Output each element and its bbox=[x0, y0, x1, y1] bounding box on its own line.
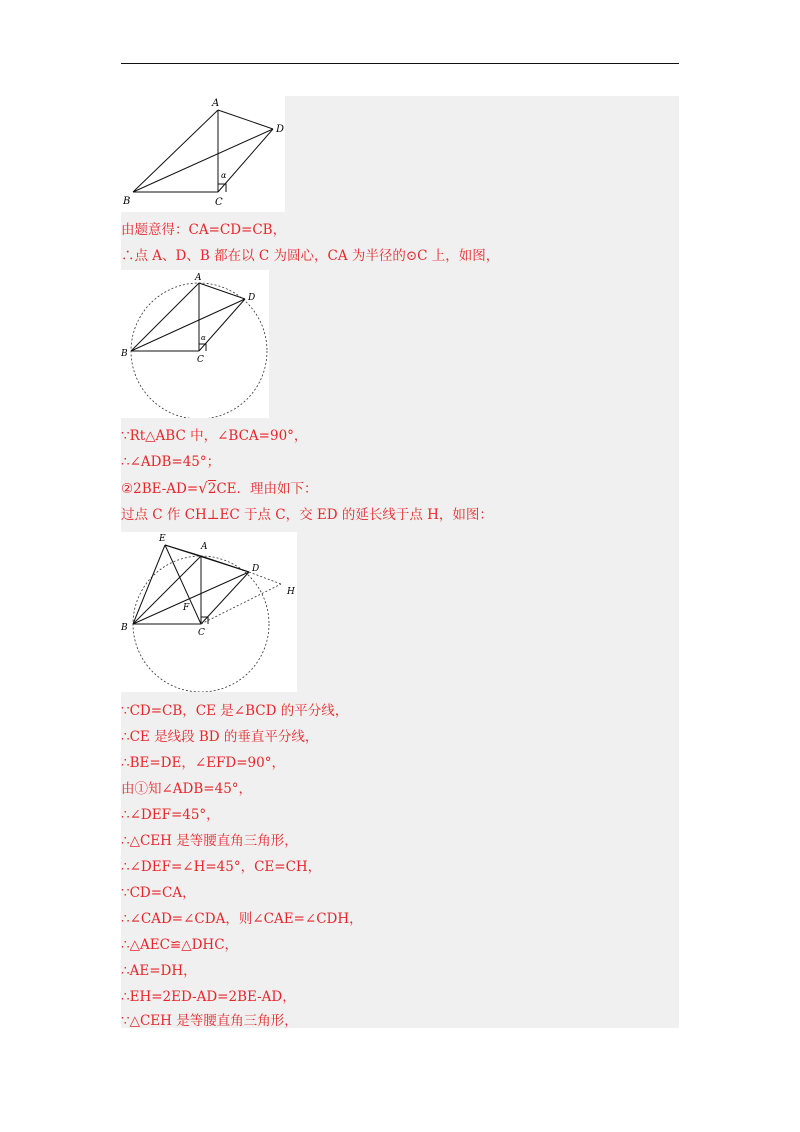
text-line-12: ∴△CEH 是等腰直角三角形， bbox=[121, 833, 298, 849]
fig2-label-alpha: α bbox=[201, 334, 206, 342]
text-line-9: ∴BE=DE，∠EFD=90°， bbox=[121, 755, 285, 771]
text-line-14: ∵CD=CA， bbox=[121, 885, 196, 901]
text-line-10: 由①知∠ADB=45°， bbox=[121, 781, 253, 797]
fig2-label-c: C bbox=[197, 355, 204, 365]
fig1-label-d: D bbox=[276, 124, 285, 135]
text-line-3: ∵Rt△ABC 中，∠BCA=90°， bbox=[121, 428, 308, 444]
figure-construction bbox=[121, 532, 297, 692]
figure-quadrilateral bbox=[121, 96, 285, 212]
formula-tail: CE．理由如下： bbox=[216, 481, 318, 497]
fig3-label-a: A bbox=[201, 542, 208, 552]
text-line-17: ∴AE=DH， bbox=[121, 963, 197, 979]
fig1-label-a: A bbox=[212, 98, 220, 109]
text-line-8: ∴CE 是线段 BD 的垂直平分线， bbox=[121, 729, 319, 745]
text-line-1: 由题意得：CA=CD=CB， bbox=[121, 222, 287, 238]
text-line-15: ∴∠CAD=∠CDA，则∠CAE=∠CDH， bbox=[121, 911, 363, 927]
fig2-label-b: B bbox=[121, 349, 128, 359]
text-line-6: 过点 C 作 CH⊥EC 于点 C，交 ED 的延长线于点 H，如图： bbox=[121, 507, 493, 523]
figure-circle bbox=[121, 270, 269, 418]
fig3-label-b: B bbox=[121, 623, 128, 633]
text-line-19: ∵△CEH 是等腰直角三角形， bbox=[121, 1013, 298, 1029]
fig3-label-e: E bbox=[159, 534, 166, 544]
fig2-label-d: D bbox=[248, 293, 256, 303]
fig1-label-b: B bbox=[123, 196, 131, 207]
fig3-label-h: H bbox=[287, 587, 295, 597]
fig3-label-f: F bbox=[183, 603, 190, 613]
fig3-label-c: C bbox=[198, 628, 205, 638]
header-rule bbox=[121, 63, 679, 64]
text-line-16: ∴△AEC≌△DHC， bbox=[121, 937, 239, 953]
fig1-label-c: C bbox=[215, 197, 223, 208]
text-line-11: ∴∠DEF=45°， bbox=[121, 807, 220, 823]
text-line-18: ∴EH=2ED-AD=2BE-AD， bbox=[121, 989, 296, 1005]
text-line-7: ∵CD=CB，CE 是∠BCD 的平分线， bbox=[121, 703, 349, 719]
sqrt-radicand: 2 bbox=[207, 481, 217, 497]
formula-lead: ②2BE-AD= bbox=[121, 481, 199, 497]
text-line-5 bbox=[121, 480, 318, 497]
fig3-label-d: D bbox=[252, 564, 260, 574]
text-line-2: ∴点 A、D、B 都在以 C 为圆心，CA 为半径的⊙C 上，如图， bbox=[121, 248, 500, 264]
fig1-label-alpha: α bbox=[221, 171, 227, 180]
sqrt-sign: √ bbox=[198, 479, 208, 497]
text-line-13: ∴∠DEF=∠H=45°，CE=CH， bbox=[121, 859, 322, 875]
text-line-4: ∴∠ADB=45°； bbox=[121, 454, 221, 470]
fig2-label-a: A bbox=[195, 273, 202, 283]
